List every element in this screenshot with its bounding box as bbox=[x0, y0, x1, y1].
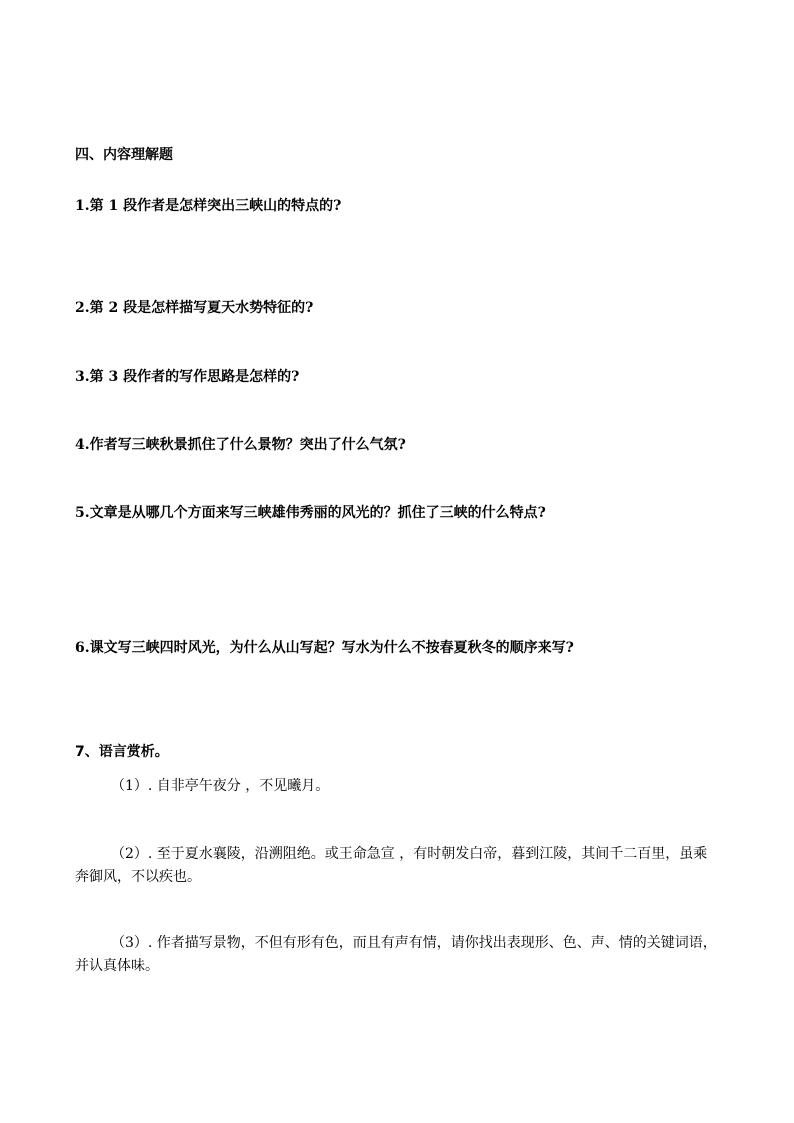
question-6: 6.课文写三峡四时风光，为什么从山写起？写水为什么不按春夏秋冬的顺序来写? bbox=[75, 640, 574, 656]
appreciation-item-2: （2）. 至于夏水襄陵，沿溯阻绝。或王命急宣 ，有时朝发白帝，暮到江陵，其间千二百里，虽乘奔御风，不以疾也。 bbox=[75, 846, 708, 885]
question-2: 2.第 2 段是怎样描写夏天水势特征的? bbox=[75, 300, 314, 316]
section-title: 四、内容理解题 bbox=[75, 147, 173, 163]
question-5: 5.文章是从哪几个方面来写三峡雄伟秀丽的风光的？抓住了三峡的什么特点? bbox=[75, 505, 546, 521]
appreciation-item-1: （1）. 自非亭午夜分 ，不见曦月。 bbox=[111, 778, 330, 794]
language-appreciation-title: 7、语言赏析。 bbox=[75, 744, 169, 760]
question-3: 3.第 3 段作者的写作思路是怎样的? bbox=[75, 369, 300, 385]
question-1: 1.第 1 段作者是怎样突出三峡山的特点的? bbox=[75, 198, 342, 214]
appreciation-item-3: （3）. 作者描写景物，不但有形有色，而且有声有情，请你找出表现形、色、声、情的关键词语，并认真体味。 bbox=[75, 935, 717, 974]
question-4: 4.作者写三峡秋景抓住了什么景物？突出了什么气氛? bbox=[75, 437, 406, 453]
